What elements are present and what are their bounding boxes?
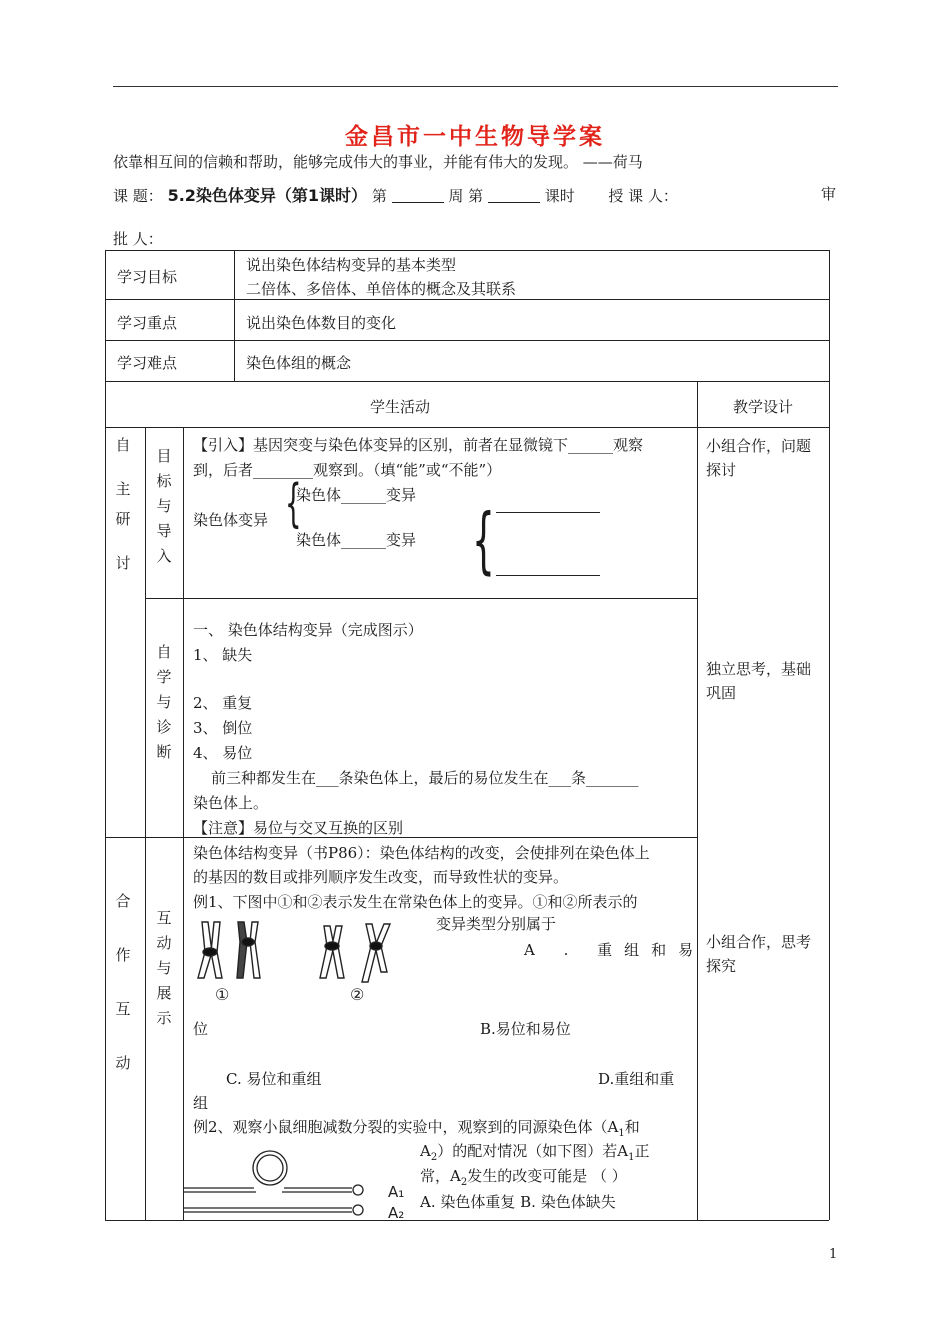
example2-line2: $A_2$）的配对情况（如下图）若$A_1$正 [420, 1142, 650, 1163]
design-1: 小组合作，问题探讨 [706, 437, 812, 479]
hard-text: 染色体组的概念 [246, 354, 352, 372]
page-title: 金昌市一中生物导学案 [345, 124, 605, 150]
lesson-line [113, 183, 678, 206]
design-3: 小组合作，思考探究 [706, 933, 812, 975]
motto-quote: 依靠相互间的信赖和帮助，能够完成伟大的事业，并能有伟大的发现。 ——荷马 [113, 153, 643, 171]
table-top [105, 250, 829, 251]
struct-title: 一、 染色体结构变异（完成图示） [193, 621, 423, 639]
fig-label-2: ② [350, 985, 365, 1004]
design-header: 教学设计 [733, 398, 794, 416]
pair-label-a2: A₂ [388, 1204, 405, 1222]
table-rule [105, 381, 829, 382]
summary-line1: 前三种都发生在___条染色体上，最后的易位发生在___条_______ [211, 769, 639, 787]
design-2: 独立思考，基础巩固 [706, 660, 812, 702]
item-inversion: 3、 倒位 [193, 719, 253, 737]
struct-def-line2: 的基因的数目或排列顺序发生改变，而导致性状的变异。 [193, 868, 569, 886]
page-number: 1 [829, 1247, 838, 1262]
table-rule [105, 299, 829, 300]
goal-label: 学习目标 [117, 268, 178, 286]
section1-label: 自 主 研 讨 [115, 436, 131, 572]
fig-label-1: ① [215, 985, 230, 1004]
teacher-label: 授 课 人： [608, 187, 678, 205]
table-col [145, 427, 146, 1220]
option-d: D.重组和重 [598, 1070, 675, 1088]
section1-sub2-label: 自 学 与 诊 断 [156, 643, 172, 761]
example2-options: A. 染色体重复 B. 染色体缺失 [420, 1193, 616, 1211]
table-rule [105, 427, 829, 428]
note: 【注意】易位与交叉互换的区别 [193, 819, 404, 837]
brace-left-icon: { [285, 474, 302, 534]
example2-line1: 例2、观察小鼠细胞减数分裂的实验中，观察到的同源染色体（$A_1$和 [193, 1118, 640, 1139]
table-left [105, 250, 106, 1220]
intro-line1: 【引入】基因突变与染色体变异的区别，前者在显微镜下______观察 [193, 436, 644, 454]
period-blank[interactable] [488, 188, 540, 203]
week-suffix: 周 第 [448, 187, 484, 205]
example1-line1: 例1、下图中①和②表示发生在常染色体上的变异。①和②所表示的 [193, 893, 638, 911]
option-c: C. 易位和重组 [226, 1070, 322, 1088]
pairing-figure [184, 1148, 420, 1222]
variation-a: 染色体______变异 [296, 486, 417, 504]
answer-blank-1[interactable] [496, 512, 600, 513]
example1-line2: 变异类型分别属于 [436, 915, 557, 933]
table-col [234, 250, 235, 381]
option-a-end: 位 [193, 1020, 209, 1038]
section2-sub-label: 互 动 与 展 示 [156, 909, 172, 1027]
lesson-name: 5.2染色体变异（第1课时） [167, 186, 368, 205]
item-deletion: 1、 缺失 [193, 646, 253, 664]
key-text: 说出染色体数目的变化 [246, 314, 397, 332]
hard-label: 学习难点 [117, 354, 178, 372]
reviewer-label: 审 [821, 185, 837, 203]
table-col [183, 427, 184, 1220]
table-col [697, 381, 698, 1220]
section1-sub1-label: 目 标 与 导 入 [156, 447, 172, 565]
approver-label: 批 人： [113, 230, 163, 248]
table-rule [145, 598, 697, 599]
brace-right-icon: { [472, 498, 495, 582]
table-rule [105, 340, 829, 341]
intro-line2: 到，后者________观察到。（填“能”或“不能”） [193, 461, 502, 479]
table-right [829, 250, 830, 1220]
option-b: B.易位和易位 [480, 1020, 571, 1038]
activity-header: 学生活动 [370, 398, 431, 416]
variation-b: 染色体______变异 [296, 531, 417, 549]
lesson-label: 课 题： [113, 187, 163, 205]
summary-line2: 染色体上。 [193, 794, 269, 812]
week-prefix: 第 [371, 187, 387, 205]
week-blank[interactable] [392, 188, 444, 203]
goal-line2: 二倍体、多倍体、单倍体的概念及其联系 [246, 280, 517, 298]
chromosome-figure [190, 912, 400, 1012]
item-translocation: 4、 易位 [193, 744, 253, 762]
header-rule [113, 86, 838, 87]
goal-line1: 说出染色体结构变异的基本类型 [246, 256, 457, 274]
key-label: 学习重点 [117, 314, 178, 332]
item-duplication: 2、 重复 [193, 694, 253, 712]
period-suffix: 课时 [544, 187, 575, 205]
variation-root: 染色体变异 [193, 511, 269, 529]
example2-line3: 常，$A_2$发生的改变可能是 （ ） [420, 1167, 627, 1188]
struct-def-line1: 染色体结构变异（书P86）：染色体结构的改变，会使排列在染色体上 [193, 844, 650, 862]
answer-blank-2[interactable] [496, 575, 600, 576]
section2-label: 合 作 互 动 [115, 892, 131, 1072]
option-d-end: 组 [193, 1094, 209, 1112]
pair-label-a1: A₁ [388, 1183, 405, 1201]
option-a: A . 重组和易 [524, 941, 706, 959]
